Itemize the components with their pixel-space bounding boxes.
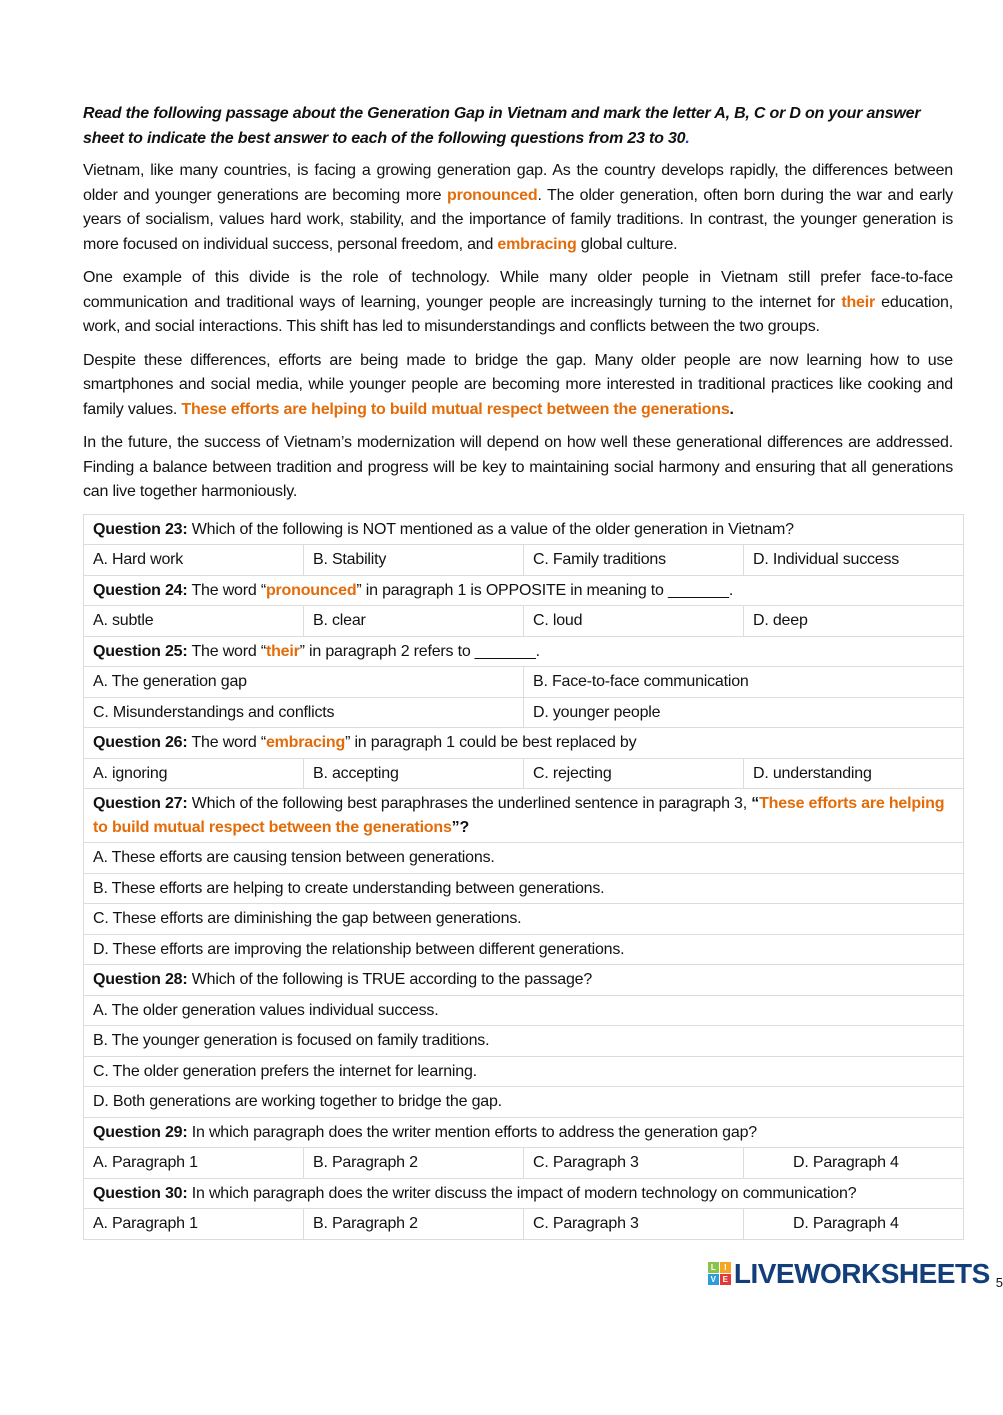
liveworksheets-logo [708,1258,990,1290]
text-segment: ”? [451,818,470,836]
answer-option[interactable]: B. These efforts are helping to create understanding between generations. [84,873,964,904]
answer-option[interactable]: C. Family traditions [524,545,744,576]
text-segment: ” in paragraph 1 could be best replaced by [345,734,637,751]
options-row [84,904,964,935]
badge-v: V [708,1274,719,1285]
options-row [84,934,964,965]
answer-option[interactable]: C. Paragraph 3 [524,1148,744,1179]
answer-option[interactable]: A. Paragraph 1 [84,1148,304,1179]
question-label: Question 23: [93,520,188,538]
text-segment: The word “ [187,642,266,660]
text-segment: ” in paragraph 1 is OPPOSITE in meaning to _______. [356,581,734,599]
answer-option[interactable]: B. Paragraph 2 [304,1148,524,1179]
highlighted-text: pronounced [447,186,538,204]
question-label: Question 27: [93,795,188,812]
answer-option[interactable]: A. The older generation values individual success. [84,995,964,1026]
badge-l: L [708,1262,719,1273]
text-segment: In which paragraph does the writer discuss the impact of modern technology on communication? [187,1184,857,1202]
answer-option[interactable]: B. accepting [304,758,524,789]
answer-option[interactable]: D. Both generations are working together to bridge the gap. [84,1087,964,1118]
question-row [84,575,964,606]
text-segment: Which of the following is TRUE according to the passage? [187,971,593,988]
options-row [84,667,964,698]
question-row [84,965,964,996]
answer-option[interactable]: C. Misunderstandings and conflicts [84,697,524,728]
questions-table [83,514,964,1240]
question-row [84,728,964,759]
options-row [84,1056,964,1087]
answer-option[interactable]: C. The older generation prefers the internet for learning. [84,1056,964,1087]
answer-option[interactable]: C. These efforts are diminishing the gap between generations. [84,904,964,935]
options-row [84,697,964,728]
text-segment: One example of this divide is the role of technology. While many older people in Vietnam still prefer face-to-face communication and traditional ways of learning, younger people are increasingly turning to the internet for [83,269,953,311]
question-stem [84,575,964,606]
text-segment: “ [751,795,760,812]
answer-option[interactable]: B. The younger generation is focused on family traditions. [84,1026,964,1057]
badge-i: I [720,1262,731,1273]
options-row [84,843,964,874]
options-row [84,1148,964,1179]
answer-option[interactable]: D. Paragraph 4 [744,1209,964,1240]
options-row [84,873,964,904]
text-segment: . [729,400,734,418]
question-label: Question 26: [93,734,188,751]
question-stem [84,1117,964,1148]
text-segment: Despite these differences, efforts are being made to bridge the gap. Many older people are now learning how to use smartphones and social media, while younger people are becoming more interested in traditional practices like cooking and family values. [83,351,953,418]
question-stem [84,728,964,759]
question-stem [84,789,964,843]
question-stem [84,636,964,667]
question-label: Question 29: [93,1123,188,1141]
highlighted-text: embracing [265,734,346,751]
answer-option[interactable]: B. Paragraph 2 [304,1209,524,1240]
brand-name: LIVEWORKSHEETS [733,1257,990,1289]
question-label: Question 24: [93,581,188,599]
badge-e: E [720,1274,731,1285]
passage-paragraph-1 [83,159,953,257]
instruction-text: Read the following passage about the Generation Gap in Vietnam and mark the letter A, B, C or D on your answer sheet to indicate the best answer to each of the following questions from 23 to 30 [83,105,921,147]
passage-paragraph-4 [83,431,953,505]
answer-option[interactable]: C. loud [524,606,744,637]
options-row [84,758,964,789]
answer-option[interactable]: A. Hard work [84,545,304,576]
answer-option[interactable]: A. The generation gap [84,667,524,698]
text-segment: In which paragraph does the writer mention efforts to address the generation gap? [187,1123,757,1141]
highlighted-text: These efforts are helping to build mutual respect between the generations [181,400,730,418]
footer [83,1258,1003,1296]
highlighted-text: These efforts are helping to build mutual respect between the generations [93,795,945,836]
question-stem [84,514,964,545]
answer-option[interactable]: D. deep [744,606,964,637]
options-row [84,1209,964,1240]
options-row [84,606,964,637]
options-row [84,1026,964,1057]
answer-option[interactable]: D. Paragraph 4 [744,1148,964,1179]
options-row [84,1087,964,1118]
question-label: Question 25: [93,642,188,660]
text-segment: Which of the following best paraphrases the underlined sentence in paragraph 3, [187,795,752,812]
question-row [84,636,964,667]
text-segment: In the future, the success of Vietnam’s modernization will depend on how well these generational differences are addressed. Finding a balance between tradition and progress will be key to maintaining social harmony and ensuring that all generations can live together harmoniously. [83,434,953,500]
question-row [84,1117,964,1148]
text-segment: global culture. [576,235,678,253]
question-row [84,789,964,843]
instructions [83,102,953,151]
answer-option[interactable]: B. Stability [304,545,524,576]
answer-option[interactable]: D. understanding [744,758,964,789]
answer-option[interactable]: D. younger people [524,697,964,728]
instruction-end: . [685,129,690,147]
text-segment: ” in paragraph 2 refers to _______. [299,642,540,660]
answer-option[interactable]: A. subtle [84,606,304,637]
live-badge-icon [708,1262,731,1285]
answer-option[interactable]: A. ignoring [84,758,304,789]
page-number: 5 [995,1274,1003,1290]
answer-option[interactable]: D. These efforts are improving the relationship between different generations. [84,934,964,965]
options-row [84,995,964,1026]
highlighted-text: embracing [497,235,577,253]
question-row [84,514,964,545]
question-row [84,1178,964,1209]
answer-option[interactable]: C. rejecting [524,758,744,789]
highlighted-text: their [841,293,876,311]
answer-option[interactable]: D. Individual success [744,545,964,576]
text-segment: The word “ [187,734,266,751]
passage-paragraph-3 [83,349,953,423]
question-stem [84,1178,964,1209]
text-segment: education, work, and social interactions. This shift has led to misunderstandings and conflicts between the two groups. [83,293,953,335]
answer-option[interactable]: A. These efforts are causing tension between generations. [84,843,964,874]
reading-passage [83,159,963,505]
answer-option[interactable]: B. clear [304,606,524,637]
question-stem [84,965,964,996]
question-label: Question 28: [93,971,188,988]
answer-option[interactable]: C. Paragraph 3 [524,1209,744,1240]
text-segment: . The older generation, often born during the war and early years of socialism, values hard work, stability, and the importance of family traditions. In contrast, the younger generation is more focused on individual success, personal freedom, and [83,186,953,253]
highlighted-text: pronounced [265,581,357,599]
options-row [84,545,964,576]
text-segment: The word “ [187,581,266,599]
answer-option[interactable]: A. Paragraph 1 [84,1209,304,1240]
text-segment: Vietnam, like many countries, is facing a growing generation gap. As the country develops rapidly, the differences between older and younger generations are becoming more [83,162,953,204]
answer-option[interactable]: B. Face-to-face communication [524,667,964,698]
highlighted-text: their [265,642,300,660]
passage-paragraph-2 [83,266,953,340]
text-segment: Which of the following is NOT mentioned as a value of the older generation in Vietnam? [187,520,794,538]
question-label: Question 30: [93,1184,188,1202]
